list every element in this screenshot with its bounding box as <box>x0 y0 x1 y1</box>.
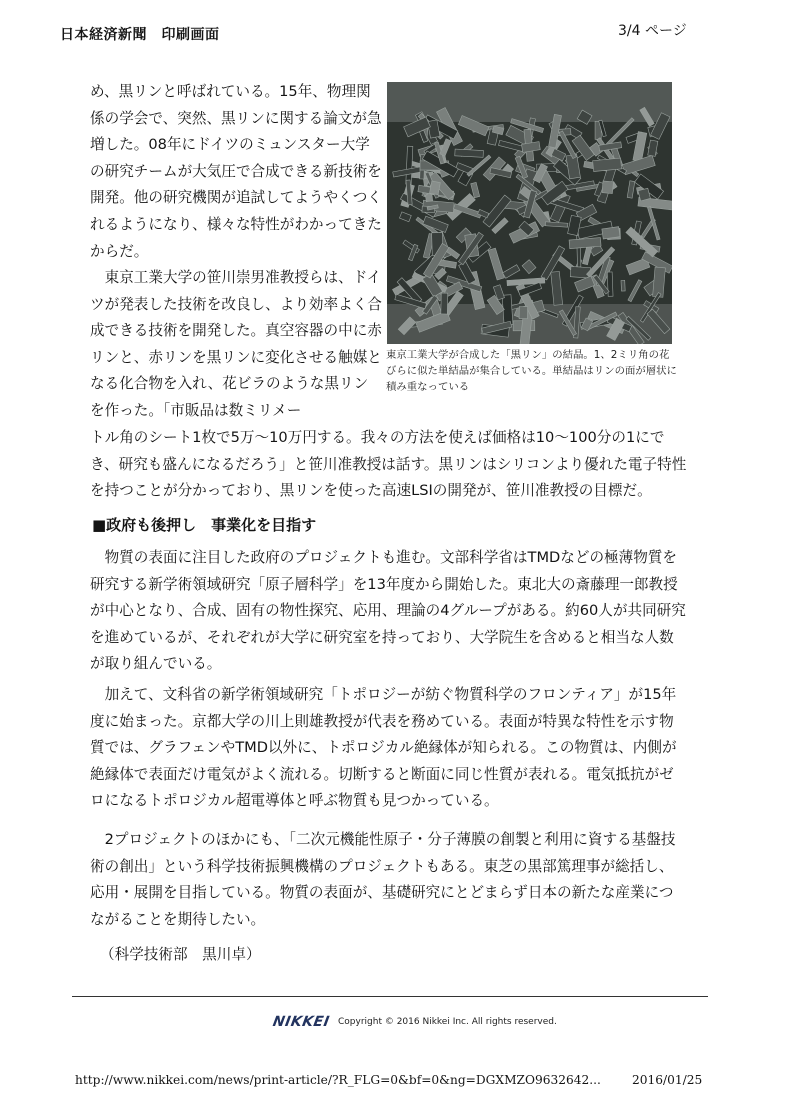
page-number: 3/4 ページ <box>618 23 687 39</box>
article-paragraph-3: 物質の表面に注目した政府のプロジェクトも進む。文部科学省はTMDなどの極薄物質を研究する新学術領域研究「原子層科学」を13年度から開始した。東北大の斎藤理一郎教授が中心となり、合成、固有の物性探究、応用、理論の4グループがある。約60人が共同研究を進めているが、それぞれが大学に研究室を持っており、大学院生を含めると相当な人数が取り組んでいる。 <box>90 549 686 673</box>
article-paragraph-2-top: 東京工業大学の笹川崇男准教授らは、ドイツが発表した技術を改良し、より効率よく合成できる技術を開発した。真空容器の中に赤リンと、赤リンを黒リンに変化させる触媒となる化合物を入れ、花ビラのような黒リンを作った。「市販品は数ミリメー <box>90 269 382 419</box>
article-paragraph-5: 2プロジェクトのほかにも、「二次元機能性原子・分子薄膜の創製と利用に資する基盤技術の創出」という科学技術振興機構のプロジェクトもある。東芝の黒部篤理事が総括し、応用・展開を目指している。物質の表面が、基礎研究にとどまらず日本の新たな産業につながることを期待したい。 <box>90 831 676 928</box>
copyright-notice: Copyright © 2016 Nikkei Inc. All rights reserved. <box>338 1017 557 1027</box>
section-heading: ■政府も後押し 事業化を目指す <box>92 516 317 534</box>
article-paragraph-2-bottom: トル角のシート1枚で5万～10万円する。我々の方法を使えば価格は10～100分の1にでき、研究も盛んになるだろう」と笹川准教授は話す。黒リンはシリコンより優れた電子特性を持つことが分かっており、黒リンを使った高速LSIの開発が、笹川准教授の目標だ。 <box>90 429 687 500</box>
page-header-title: 日本経済新聞 印刷画面 <box>60 27 220 43</box>
photo-caption: 東京工業大学が合成した「黒リン」の結晶。1、2ミリ角の花びらに似た単結晶が集合している。単結晶はリンの面が層状に積み重なっている <box>386 349 677 393</box>
nikkei-logo: NIKKEI <box>271 1014 331 1030</box>
print-date: 2016/01/25 <box>632 1073 703 1087</box>
article-paragraph-4: 加えて、文科省の新学術領域研究「トポロジーが紡ぐ物質科学のフロンティア」が15年度に始まった。京都大学の川上則雄教授が代表を務めている。表面が特異な特性を示す物質では、グラフェンやTMD以外に、トポロジカル絶縁体が知られる。この物質は、内側が絶縁体で表面だけ電気がよく流れる。切断すると断面に同じ性質が表れる。電気抵抗がゼロになるトポロジカル超電導体と呼ぶ物質も見つかっている。 <box>90 686 677 810</box>
article-paragraph-1: め、黒リンと呼ばれている。15年、物理関係の学会で、突然、黒リンに関する論文が急増した。08年にドイツのミュンスター大学の研究チームが大気圧で合成できる新技術を開発。他の研究機関が追試してようやくつくれるようになり、様々な特性がわかってきたからだ。 <box>90 83 382 260</box>
source-url: http://www.nikkei.com/news/print-article/?R_FLG=0&bf=0&ng=DGXMZO9632642... <box>75 1073 601 1087</box>
footer-divider <box>72 996 708 997</box>
byline: （科学技術部 黒川卓） <box>100 946 261 963</box>
black-phosphorus-crystal-photo <box>387 82 672 344</box>
